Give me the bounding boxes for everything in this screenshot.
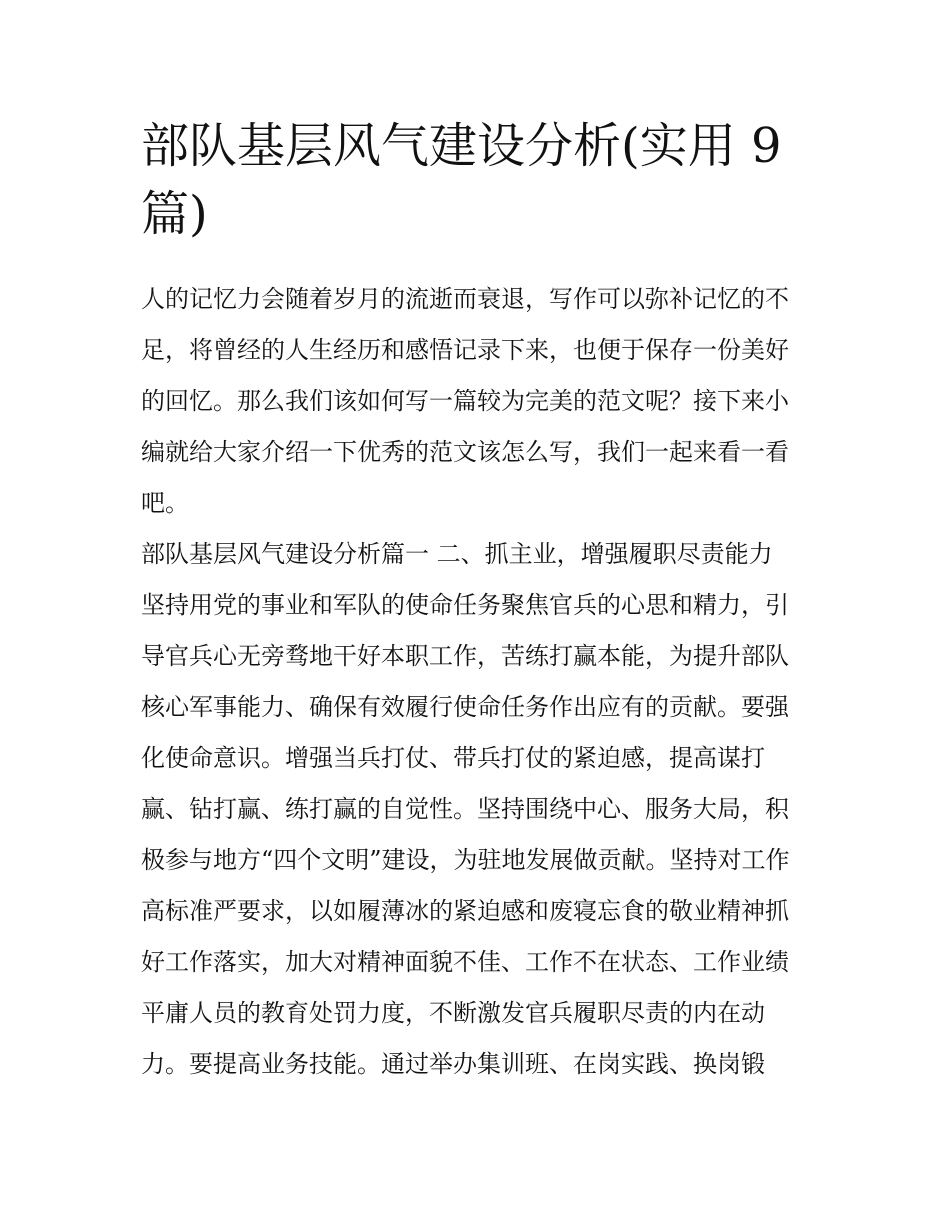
text-line: 编就给大家介绍一下优秀的范文该怎么写，我们一起来看一看 bbox=[141, 438, 789, 466]
text-line: 力。要提高业务技能。通过举办集训班、在岗实践、换岗锻 bbox=[141, 1050, 765, 1078]
document-title bbox=[141, 112, 813, 248]
text-line: 坚持用党的事业和军队的使命任务聚焦官兵的心思和精力，引 bbox=[141, 591, 789, 619]
intro-paragraph bbox=[141, 274, 813, 529]
text-line: 足，将曾经的人生经历和感悟记录下来，也便于保存一份美好 bbox=[141, 336, 789, 364]
text-line: 导官兵心无旁骛地干好本职工作，苦练打赢本能，为提升部队 bbox=[141, 642, 789, 670]
title-line: 部队基层风气建设分析(实用 9 bbox=[141, 118, 782, 174]
text-line: 好工作落实，加大对精神面貌不佳、工作不在状态、工作业绩 bbox=[141, 948, 789, 976]
text-line: 平庸人员的教育处罚力度，不断激发官兵履职尽责的内在动 bbox=[141, 999, 765, 1027]
title-line: 篇) bbox=[141, 186, 208, 242]
text-line: 部队基层风气建设分析篇一 二、抓主业，增强履职尽责能力 bbox=[141, 540, 773, 568]
text-line: 化使命意识。增强当兵打仗、带兵打仗的紧迫感，提高谋打 bbox=[141, 744, 765, 772]
text-line: 赢、钻打赢、练打赢的自觉性。坚持围绕中心、服务大局，积 bbox=[141, 795, 789, 823]
text-line: 极参与地方“四个文明”建设，为驻地发展做贡献。坚持对工作 bbox=[141, 846, 790, 874]
text-line: 人的记忆力会随着岁月的流逝而衰退，写作可以弥补记忆的不 bbox=[141, 285, 789, 313]
text-line: 核心军事能力、确保有效履行使命任务作出应有的贡献。要强 bbox=[141, 693, 789, 721]
text-line: 高标准严要求，以如履薄冰的紧迫感和废寝忘食的敬业精神抓 bbox=[141, 897, 789, 925]
text-line: 吧。 bbox=[141, 489, 189, 517]
body-paragraph bbox=[141, 529, 813, 1090]
document-content bbox=[141, 112, 813, 1090]
text-line: 的回忆。那么我们该如何写一篇较为完美的范文呢？接下来小 bbox=[141, 387, 789, 415]
